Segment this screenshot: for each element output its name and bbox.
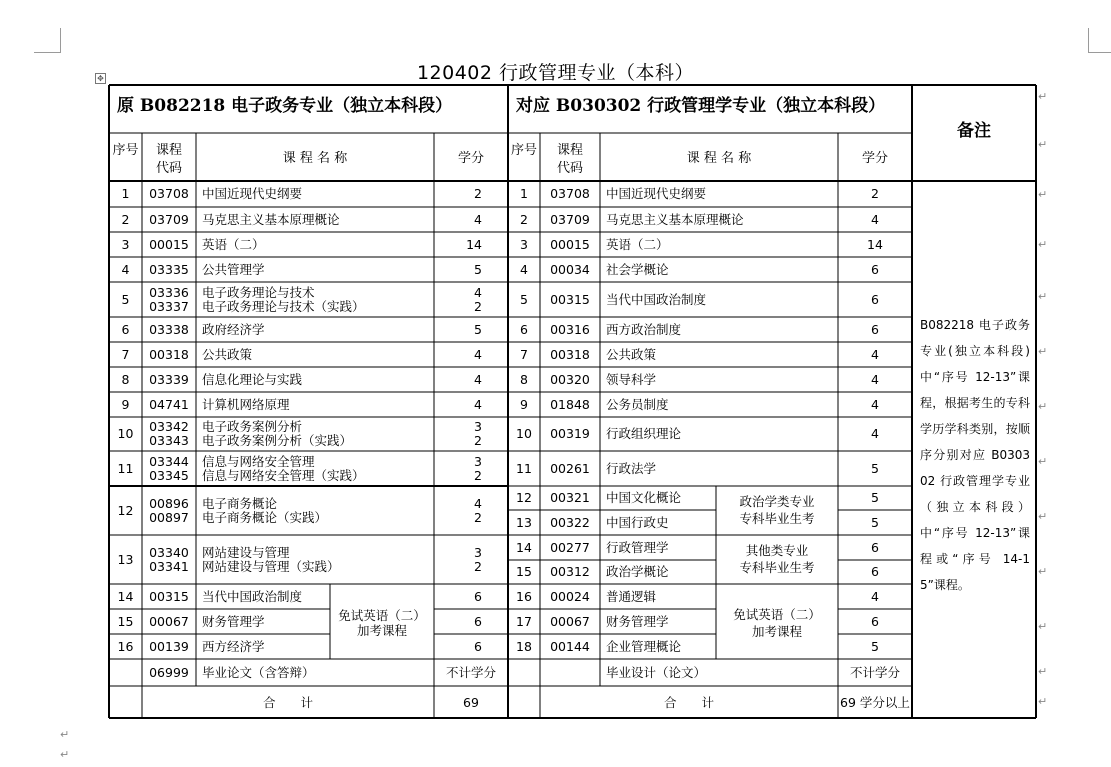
left-row-credit: 3 2 <box>474 544 482 574</box>
left-row-seq: 3 <box>121 236 130 252</box>
right-total-value: 69 学分以上 <box>840 695 910 710</box>
paragraph-mark-icon: ↵ <box>1038 90 1048 103</box>
left-row-credit: 5 <box>474 261 482 277</box>
right-row-code: 00034 <box>550 261 590 277</box>
left-row-credit: 3 2 <box>474 453 482 483</box>
left-row-credit: 4 2 <box>474 495 482 525</box>
paragraph-mark-icon: ↵ <box>1038 290 1048 303</box>
paragraph-mark-icon: ↵ <box>1038 565 1048 578</box>
left-row-name: 信息与网络安全管理 信息与网络安全管理（实践） <box>202 453 365 483</box>
right-row-credit: 4 <box>871 371 879 387</box>
page-title: 120402 行政管理专业（本科） <box>416 62 695 84</box>
paragraph-mark-icon: ↵ <box>1038 665 1048 678</box>
left-header-name: 课 程 名 称 <box>282 151 348 166</box>
right-row-code: 03708 <box>550 186 590 201</box>
right-row-seq: 8 <box>520 371 528 387</box>
left-row-seq: 16 <box>117 638 134 654</box>
right-header-credit: 学分 <box>861 151 888 166</box>
right-note-other-major: 其他类专业 专科毕业生考 <box>739 543 815 575</box>
left-row-name: 计算机网络原理 <box>202 396 290 412</box>
left-row-code: 00315 <box>149 588 189 604</box>
right-row-credit: 5 <box>871 460 879 476</box>
left-row-name: 公共政策 <box>202 346 253 362</box>
right-row-code: 01848 <box>550 396 590 412</box>
right-row-name: 公共政策 <box>606 346 657 362</box>
left-total-label: 合 计 <box>262 695 313 710</box>
right-header-name: 课 程 名 称 <box>686 151 752 166</box>
right-row-name: 马克思主义基本原理概论 <box>606 211 744 227</box>
left-row-credit: 3 2 <box>474 419 482 448</box>
right-row-code: 00316 <box>550 321 590 337</box>
right-row-seq: 3 <box>520 236 528 252</box>
right-row-code: 00261 <box>550 460 590 476</box>
right-row-name: 毕业设计（论文） <box>606 664 707 680</box>
left-row-code: 03335 <box>149 261 189 277</box>
left-row-name: 政府经济学 <box>202 321 265 337</box>
left-row-name: 财务管理学 <box>202 613 265 629</box>
right-row-credit: 14 <box>867 236 883 252</box>
right-row-code: 00318 <box>550 346 590 362</box>
left-row-seq: 1 <box>121 186 130 201</box>
paragraph-mark-icon: ↵ <box>60 728 70 741</box>
left-row-code: 00318 <box>149 346 189 362</box>
right-row-code: 00322 <box>550 514 590 530</box>
left-row-credit: 2 <box>474 186 482 201</box>
remarks-heading: 备注 <box>957 121 991 141</box>
left-row-name: 西方经济学 <box>202 638 265 654</box>
right-row-seq: 12 <box>516 490 532 505</box>
right-row-credit: 不计学分 <box>849 664 900 680</box>
right-note-exempt-english: 免试英语（二） 加考课程 <box>733 607 821 639</box>
right-header-seq: 序号 <box>510 143 537 158</box>
left-row-seq: 9 <box>121 396 130 412</box>
right-row-credit: 5 <box>871 638 879 654</box>
right-row-code: 03709 <box>550 211 590 227</box>
left-row-seq: 6 <box>121 321 130 337</box>
right-total-label: 合 计 <box>663 695 714 710</box>
right-row-code: 00320 <box>550 371 590 387</box>
right-header-code: 课程代码 <box>556 143 583 176</box>
right-row-name: 英语（二） <box>606 236 669 252</box>
table-move-handle-icon[interactable]: ✥ <box>95 73 106 84</box>
left-row-code: 03338 <box>149 321 189 337</box>
left-row-credit: 4 <box>474 396 482 412</box>
right-row-code: 00144 <box>550 638 590 654</box>
left-row-credit: 4 <box>474 346 482 362</box>
right-row-name: 行政法学 <box>606 460 657 476</box>
left-row-name: 电子政务案例分析 电子政务案例分析（实践） <box>202 419 353 448</box>
right-row-code: 00067 <box>550 613 590 629</box>
left-row-name: 电子商务概论 电子商务概论（实践） <box>202 495 328 525</box>
right-row-credit: 5 <box>871 490 879 505</box>
left-row-seq: 10 <box>117 426 134 441</box>
right-row-credit: 4 <box>871 396 879 412</box>
left-row-name: 英语（二） <box>202 236 265 252</box>
left-row-code: 06999 <box>149 664 189 680</box>
paragraph-mark-icon: ↵ <box>1038 238 1048 251</box>
right-row-credit: 4 <box>871 346 879 362</box>
right-row-credit: 6 <box>871 613 879 629</box>
right-row-seq: 16 <box>516 588 532 604</box>
left-row-name: 中国近现代史纲要 <box>202 186 303 201</box>
paragraph-mark-icon: ↵ <box>60 748 70 761</box>
right-row-code: 00319 <box>550 426 590 441</box>
paragraph-mark-icon: ↵ <box>1038 455 1048 468</box>
left-heading: 原 B082218 电子政务专业（独立本科段） <box>117 96 453 116</box>
left-row-seq: 11 <box>117 460 134 476</box>
left-row-credit: 6 <box>474 588 482 604</box>
right-row-credit: 6 <box>871 261 879 277</box>
right-row-seq: 10 <box>516 426 532 441</box>
left-total-value: 69 <box>463 695 479 710</box>
right-row-name: 普通逻辑 <box>606 588 657 604</box>
right-row-name: 公务员制度 <box>606 396 669 412</box>
right-row-credit: 4 <box>871 211 879 227</box>
right-row-name: 当代中国政治制度 <box>606 291 707 307</box>
right-row-code: 00312 <box>550 564 590 579</box>
right-row-seq: 11 <box>516 460 532 476</box>
left-row-credit: 4 <box>474 211 482 227</box>
right-row-seq: 14 <box>516 539 532 555</box>
left-row-name: 马克思主义基本原理概论 <box>202 211 340 227</box>
left-row-name: 电子政务理论与技术 电子政务理论与技术（实践） <box>202 284 365 314</box>
right-row-name: 政治学概论 <box>606 564 669 579</box>
left-header-credit: 学分 <box>457 151 484 166</box>
right-row-code: 00024 <box>550 588 590 604</box>
left-row-credit: 6 <box>474 613 482 629</box>
right-row-name: 企业管理概论 <box>606 638 682 654</box>
left-row-seq: 7 <box>121 346 130 362</box>
left-row-seq: 8 <box>121 371 130 387</box>
left-row-name: 毕业论文（含答辩） <box>202 664 315 680</box>
left-row-seq: 2 <box>121 211 130 227</box>
right-note-politics-major: 政治学类专业 专科毕业生考 <box>739 494 815 526</box>
paragraph-mark-icon: ↵ <box>1038 510 1048 523</box>
right-row-seq: 15 <box>516 564 532 579</box>
left-row-code: 03709 <box>149 211 189 227</box>
left-row-code: 03339 <box>149 371 189 387</box>
left-row-seq: 15 <box>117 613 134 629</box>
left-note-exempt-english: 免试英语（二） 加考课程 <box>338 608 426 638</box>
paragraph-mark-icon: ↵ <box>1038 695 1048 708</box>
left-row-code: 03342 03343 <box>149 419 189 448</box>
right-row-name: 社会学概论 <box>606 261 669 277</box>
right-row-name: 中国近现代史纲要 <box>606 186 707 201</box>
right-row-name: 行政管理学 <box>606 539 669 555</box>
left-row-credit: 不计学分 <box>445 664 496 680</box>
left-header-code: 课程代码 <box>155 143 182 176</box>
left-row-code: 03708 <box>149 186 189 201</box>
right-row-seq: 4 <box>520 261 528 277</box>
left-row-seq: 5 <box>121 291 130 307</box>
left-row-name: 网站建设与管理 网站建设与管理（实践） <box>202 544 340 574</box>
left-row-code: 04741 <box>149 396 189 412</box>
paragraph-mark-icon: ↵ <box>1038 620 1048 633</box>
left-row-credit: 14 <box>466 236 482 252</box>
right-row-seq: 1 <box>520 186 528 201</box>
right-row-credit: 5 <box>871 514 879 530</box>
right-row-name: 中国行政史 <box>606 514 669 530</box>
right-row-seq: 9 <box>520 396 528 412</box>
left-row-credit: 5 <box>474 321 482 337</box>
right-row-seq: 7 <box>520 346 528 362</box>
right-row-credit: 6 <box>871 539 879 555</box>
right-row-seq: 18 <box>516 638 532 654</box>
right-heading: 对应 B030302 行政管理学专业（独立本科段） <box>516 96 886 116</box>
left-row-code: 03340 03341 <box>149 544 189 574</box>
left-row-code: 03336 03337 <box>149 284 189 314</box>
left-row-code: 00139 <box>149 638 189 654</box>
left-row-name: 当代中国政治制度 <box>202 588 303 604</box>
left-row-credit: 4 <box>474 371 482 387</box>
left-row-seq: 14 <box>117 588 134 604</box>
right-row-code: 00015 <box>550 236 590 252</box>
right-row-seq: 5 <box>520 291 528 307</box>
remarks-text: B082218 电子政务专业(独立本科段)中“序号 12-13”课程，根据考生的专科学历学科类别，按顺序分别对应 B030302 行政管理学专业（独立本科段）中“序号 12-13”课程或“序号 14-15”课程。 <box>920 318 1030 592</box>
left-row-seq: 4 <box>121 261 130 277</box>
right-row-name: 财务管理学 <box>606 613 669 629</box>
paragraph-mark-icon: ↵ <box>1038 188 1048 201</box>
left-row-code: 03344 03345 <box>149 453 189 483</box>
right-row-credit: 4 <box>871 588 879 604</box>
right-row-credit: 2 <box>871 186 879 201</box>
left-row-credit: 6 <box>474 638 482 654</box>
left-row-name: 信息化理论与实践 <box>202 371 303 387</box>
right-row-name: 领导科学 <box>606 371 657 387</box>
left-row-name: 公共管理学 <box>202 261 265 277</box>
left-row-seq: 12 <box>117 502 134 518</box>
right-row-credit: 6 <box>871 321 879 337</box>
right-row-credit: 6 <box>871 291 879 307</box>
left-row-credit: 4 2 <box>474 284 482 314</box>
left-row-seq: 13 <box>117 551 134 567</box>
right-row-code: 00321 <box>550 490 590 505</box>
paragraph-mark-icon: ↵ <box>1038 400 1048 413</box>
right-row-name: 西方政治制度 <box>606 321 682 337</box>
right-row-name: 中国文化概论 <box>606 490 682 505</box>
right-row-seq: 13 <box>516 514 532 530</box>
right-row-seq: 2 <box>520 211 528 227</box>
left-header-seq: 序号 <box>112 143 139 158</box>
right-row-seq: 17 <box>516 613 532 629</box>
right-row-credit: 6 <box>871 564 879 579</box>
left-row-code: 00896 00897 <box>149 495 189 525</box>
right-row-code: 00315 <box>550 291 590 307</box>
right-row-name: 行政组织理论 <box>606 426 682 441</box>
paragraph-mark-icon: ↵ <box>1038 138 1048 151</box>
left-row-code: 00067 <box>149 613 189 629</box>
right-row-seq: 6 <box>520 321 528 337</box>
right-row-credit: 4 <box>871 426 879 441</box>
paragraph-mark-icon: ↵ <box>1038 345 1048 358</box>
right-row-code: 00277 <box>550 539 590 555</box>
left-row-code: 00015 <box>149 236 189 252</box>
